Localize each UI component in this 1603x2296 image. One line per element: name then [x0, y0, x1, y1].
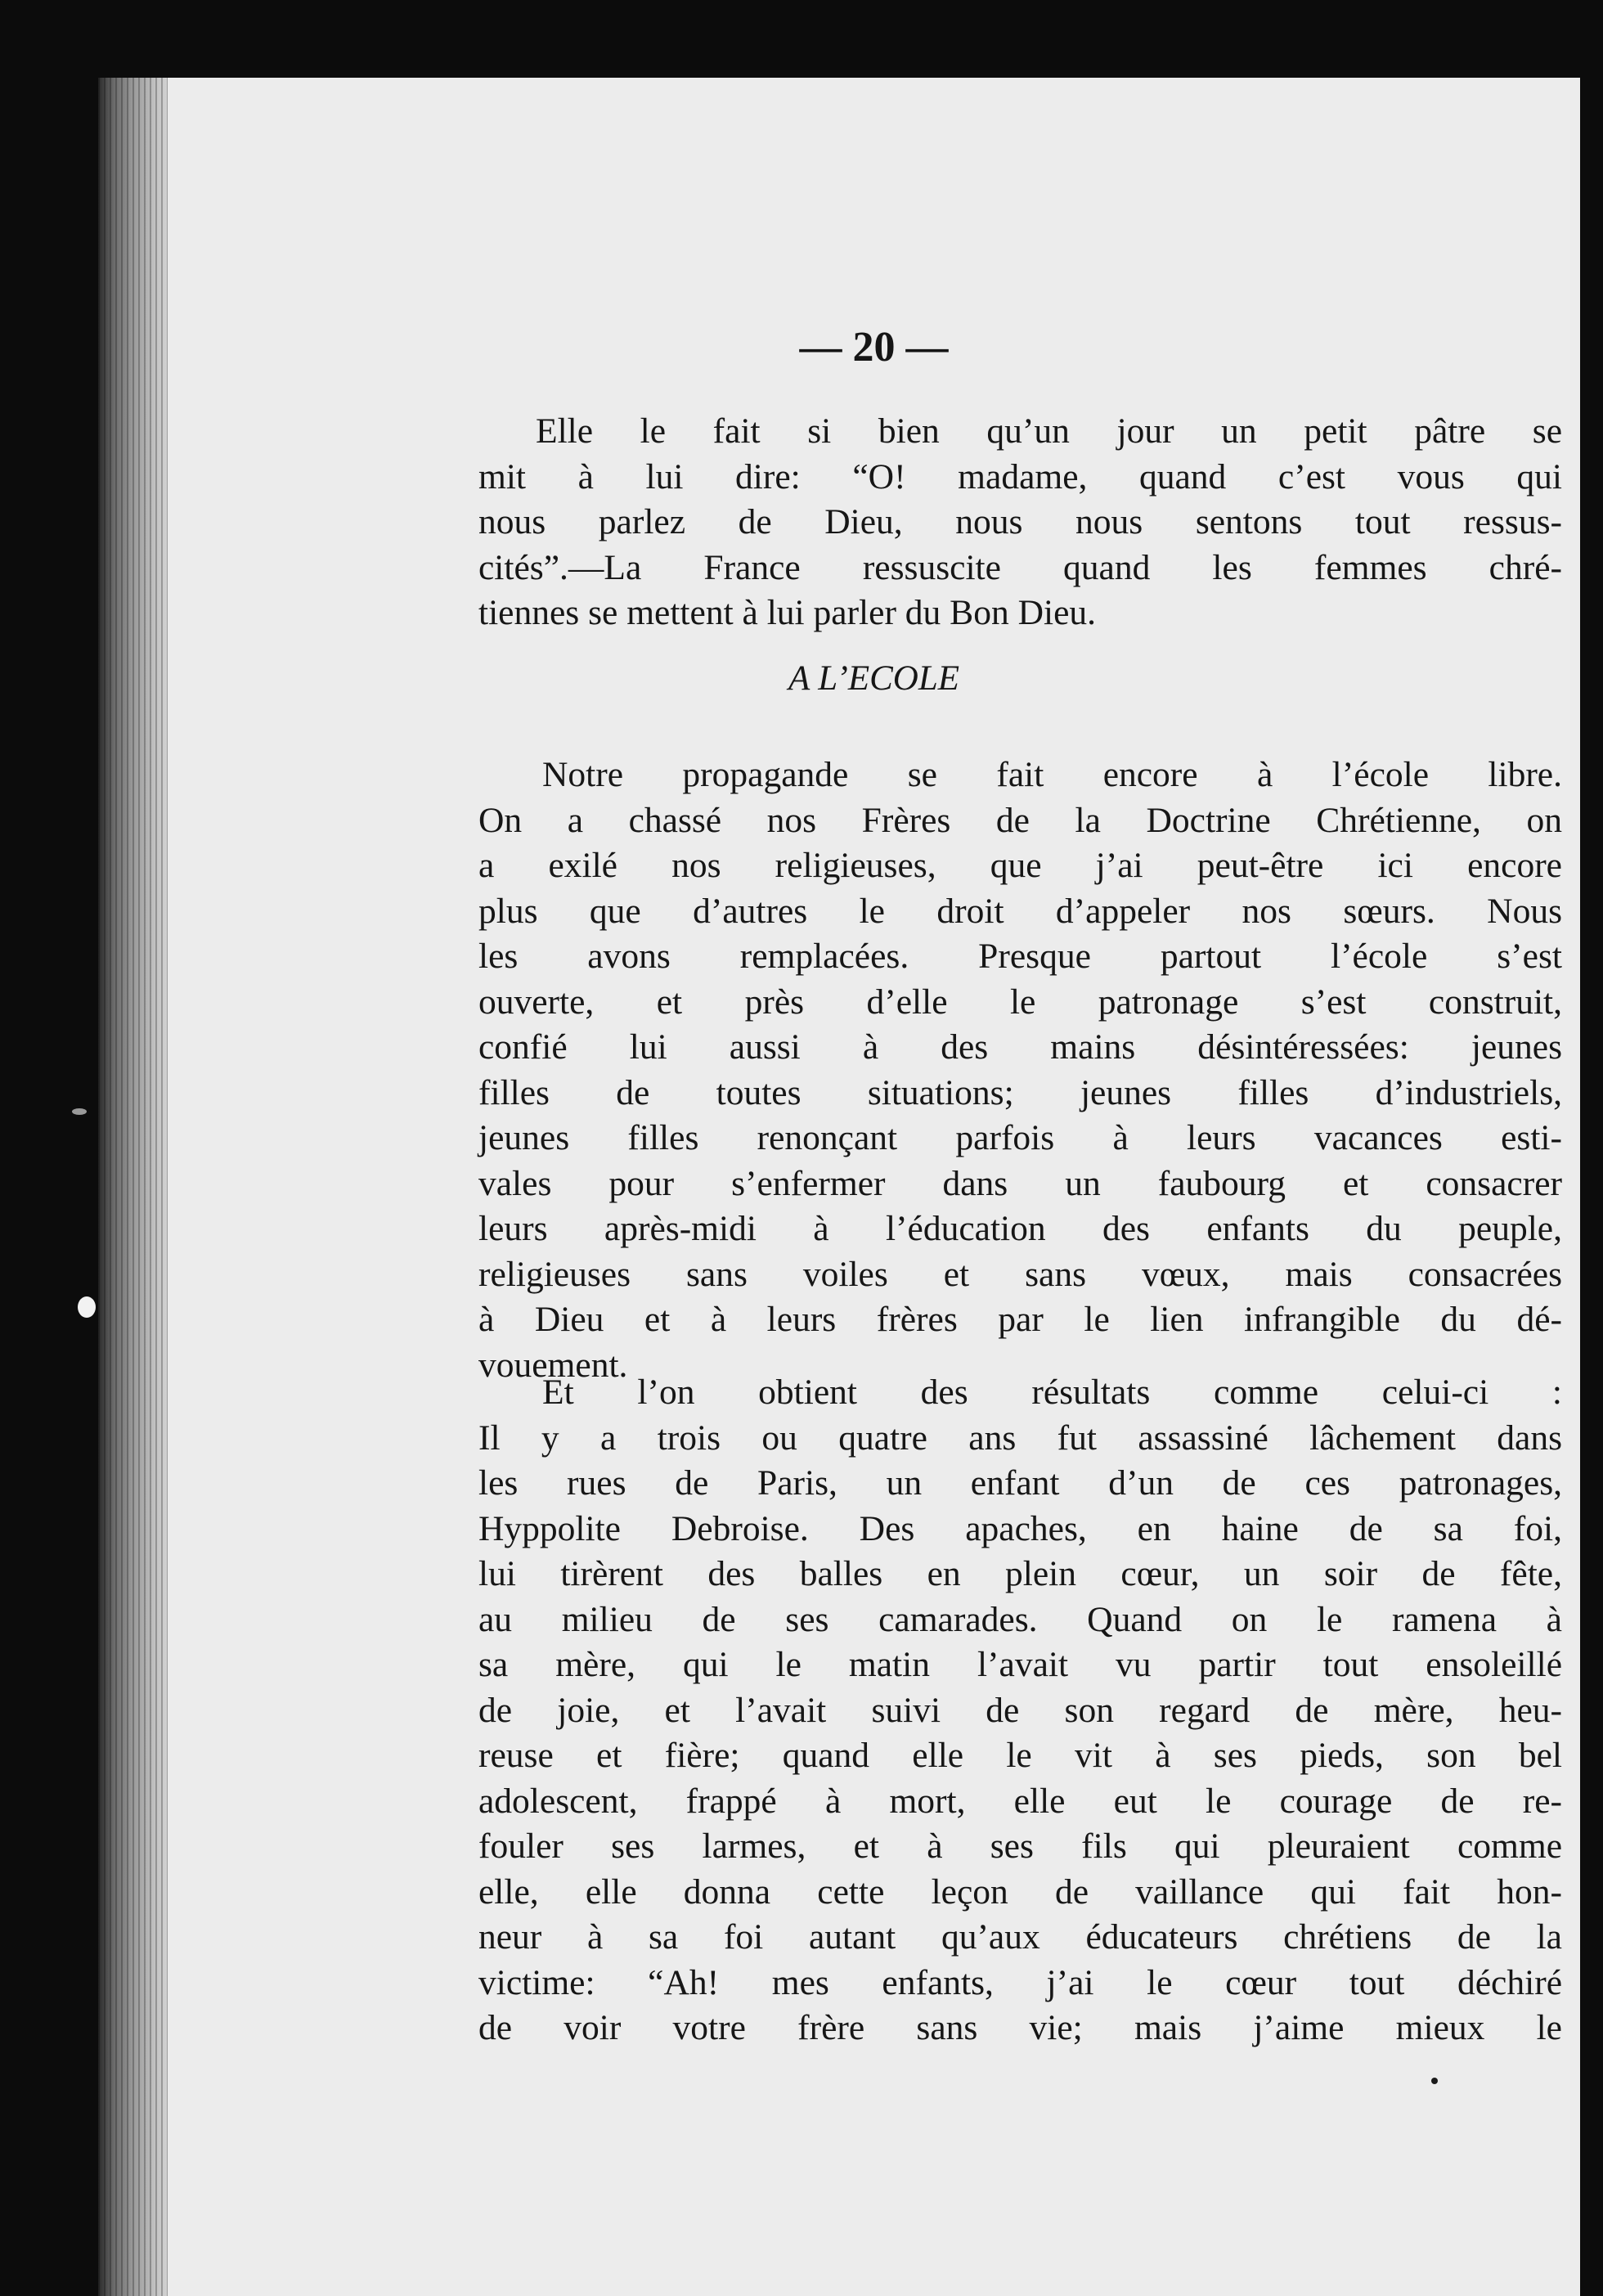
page-number: — 20 — — [799, 324, 949, 371]
text-line: sa mère, qui le matin l’avait vu partir tout ensoleillé — [478, 1645, 1562, 1684]
text-line: On a chassé nos Frères de la Doctrine Chrétienne, on — [478, 800, 1562, 840]
book-spine — [98, 78, 176, 2296]
paragraph-3 — [478, 1370, 1562, 2051]
text-line: Et l’on obtient des résultats comme celui-ci : — [542, 1373, 1562, 1412]
text-line: au milieu de ses camarades. Quand on le ramena à — [478, 1599, 1562, 1639]
text-line: filles de toutes situations; jeunes filles d’industriels, — [478, 1072, 1562, 1112]
text-line: religieuses sans voiles et sans vœux, mais consacrées — [478, 1254, 1562, 1294]
text-line: elle, elle donna cette leçon de vaillance qui fait hon- — [478, 1871, 1562, 1912]
text-line: a exilé nos religieuses, que j’ai peut-être ici encore — [478, 846, 1562, 885]
text-line: de joie, et l’avait suivi de son regard de mère, heu- — [478, 1690, 1562, 1730]
scan-speck — [78, 1296, 96, 1318]
text-line: Il y a trois ou quatre ans fut assassiné lâchement dans — [478, 1418, 1562, 1458]
section-heading: A L’ECOLE — [788, 659, 960, 698]
spine-texture — [98, 78, 176, 2296]
text-line: fouler ses larmes, et à ses fils qui pleuraient comme — [478, 1826, 1562, 1866]
text-line: plus que d’autres le droit d’appeler nos sœurs. Nous — [478, 891, 1562, 931]
text-line: Notre propagande se fait encore à l’école libre. — [542, 755, 1562, 794]
text-line: Elle le fait si bien qu’un jour un petit pâtre se — [536, 411, 1562, 451]
text-line: vouement. — [478, 1345, 628, 1385]
paragraph-1 — [478, 409, 1562, 636]
text-line: reuse et fière; quand elle le vit à ses pieds, son bel — [478, 1736, 1562, 1775]
text-line: confié lui aussi à des mains désintéressées: jeunes — [478, 1027, 1562, 1067]
text-line: neur à sa foi autant qu’aux éducateurs chrétiens de la — [478, 1917, 1562, 1957]
text-line: Hyppolite Debroise. Des apaches, en haine de sa foi, — [478, 1508, 1562, 1548]
text-line: leurs après-midi à l’éducation des enfants du peuple, — [478, 1209, 1562, 1248]
text-line: ouverte, et près d’elle le patronage s’est construit, — [478, 982, 1562, 1022]
text-line: les avons remplacées. Presque partout l’école s’est — [478, 937, 1562, 976]
text-line: cités”.—La France ressuscite quand les femmes chré- — [478, 547, 1562, 587]
text-line: nous parlez de Dieu, nous nous sentons tout ressus- — [478, 502, 1562, 541]
text-line: mit à lui dire: “O! madame, quand c’est vous qui — [478, 456, 1562, 496]
text-line: tiennes se mettent à lui parler du Bon Dieu. — [478, 593, 1097, 632]
text-line: victime: “Ah! mes enfants, j’ai le cœur tout déchiré — [478, 1962, 1562, 2002]
text-line: de voir votre frère sans vie; mais j’aime mieux le — [478, 2008, 1562, 2047]
text-line: lui tirèrent des balles en plein cœur, un soir de fête, — [478, 1554, 1562, 1593]
text-line: jeunes filles renonçant parfois à leurs vacances esti- — [478, 1118, 1562, 1157]
paragraph-2 — [478, 753, 1562, 1388]
scan-speck — [72, 1108, 87, 1115]
text-line: vales pour s’enfermer dans un faubourg et consacrer — [478, 1163, 1562, 1203]
text-line: les rues de Paris, un enfant d’un de ces patronages, — [478, 1463, 1562, 1503]
text-line: à Dieu et à leurs frères par le lien infrangible du dé- — [478, 1300, 1562, 1339]
scan-speck — [1431, 2078, 1438, 2084]
book-page — [168, 78, 1580, 2296]
text-line: adolescent, frappé à mort, elle eut le courage de re- — [478, 1781, 1562, 1821]
